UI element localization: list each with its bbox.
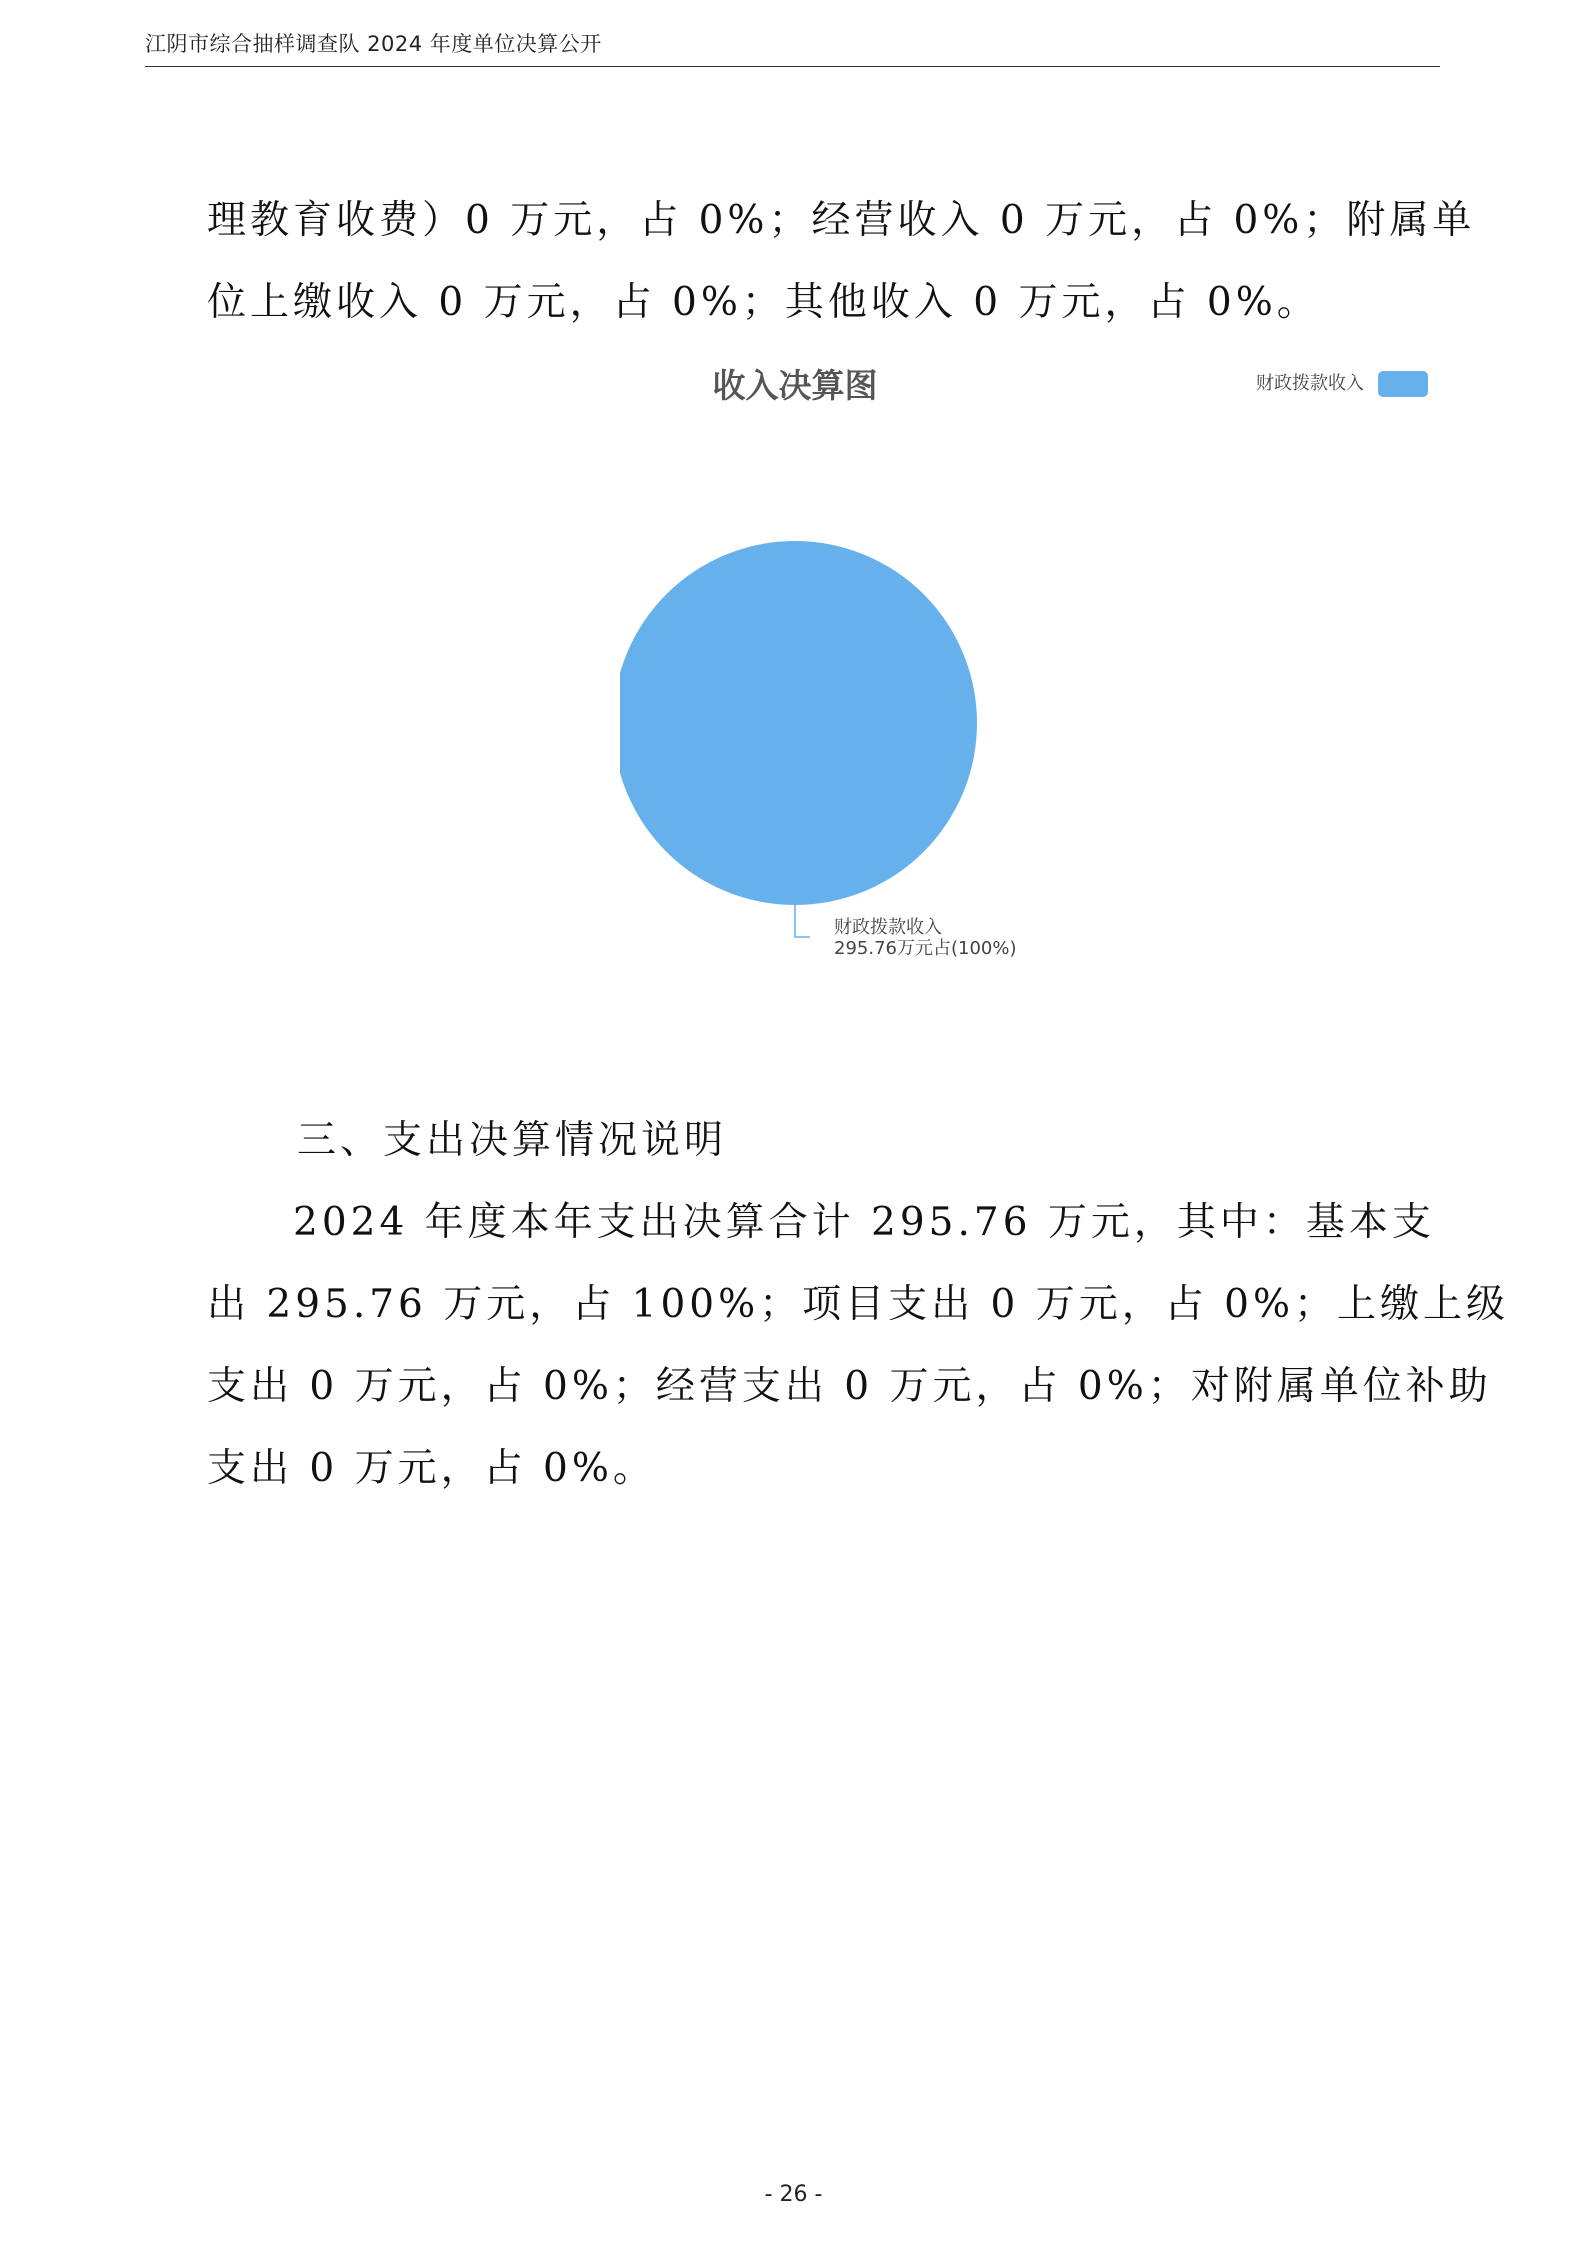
expenditure-line-3: 支出 0 万元，占 0%；经营支出 0 万元，占 0%；对附属单位补助 — [207, 1364, 1492, 1409]
expenditure-line-1: 2024 年度本年支出决算合计 295.76 万元，其中：基本支 — [293, 1200, 1435, 1245]
section3-heading: 三、支出决算情况说明 — [297, 1118, 728, 1163]
income-pie-chart — [620, 355, 1440, 975]
pie-slice-financial-allocation — [620, 541, 977, 905]
slice-label-name: 财政拨款收入 — [834, 917, 942, 938]
expenditure-line-4: 支出 0 万元，占 0%。 — [207, 1446, 656, 1491]
income-paragraph — [207, 180, 1476, 344]
income-line-1: 理教育收费）0 万元，占 0%；经营收入 0 万元，占 0%；附属单 — [207, 198, 1476, 243]
expenditure-paragraph — [207, 1182, 1510, 1510]
running-header: 江阴市综合抽样调查队 2024 年度单位决算公开 — [145, 32, 602, 56]
legend-swatch — [1378, 371, 1428, 397]
page-number: - 26 - — [764, 2182, 823, 2207]
slice-label-leader — [795, 905, 810, 937]
chart-svg — [620, 355, 1440, 975]
chart-title: 收入决算图 — [712, 366, 878, 405]
slice-label-value: 295.76万元占(100%) — [834, 938, 1017, 959]
header-rule — [145, 66, 1440, 67]
legend-label: 财政拨款收入 — [1256, 373, 1364, 394]
expenditure-line-2: 出 295.76 万元，占 100%；项目支出 0 万元，占 0%；上缴上级 — [207, 1282, 1510, 1327]
income-line-2: 位上缴收入 0 万元，占 0%；其他收入 0 万元，占 0%。 — [207, 280, 1320, 325]
